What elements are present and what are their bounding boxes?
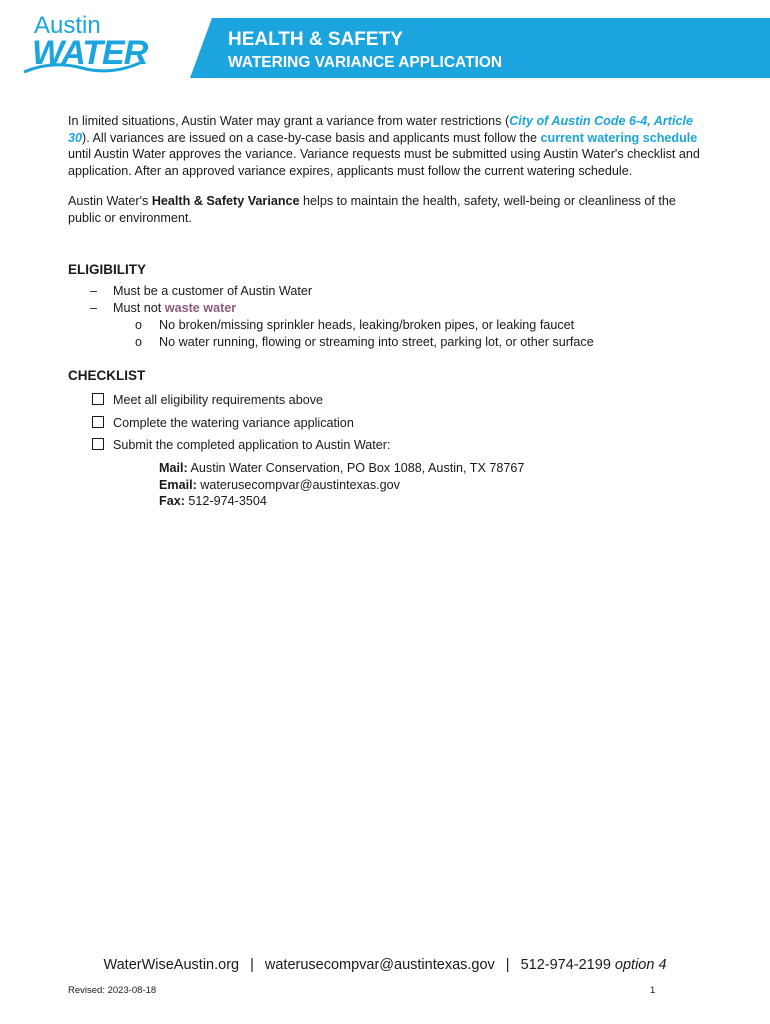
intro2-text-a: Austin Water's: [68, 194, 152, 208]
watering-schedule-link[interactable]: current watering schedule: [540, 130, 698, 145]
email-line: [159, 477, 524, 494]
checkbox[interactable]: [92, 438, 104, 450]
email-address[interactable]: waterusecompvar@austintexas.gov: [200, 477, 400, 492]
revised-date: Revised: 2023-08-18: [68, 985, 157, 996]
mail-line: [159, 460, 524, 477]
waste-water-link[interactable]: waste water: [164, 301, 237, 315]
checklist-heading: CHECKLIST: [68, 368, 146, 383]
logo-water-text: WATER: [32, 34, 148, 72]
intro-text-b: ). All variances are issued on a case-by-case basis and applicants must follow the: [82, 130, 541, 145]
page-subtitle: WATERING VARIANCE APPLICATION: [228, 54, 503, 71]
intro2-text-b: helps to maintain the health, safety, well-being or cleanliness of the public or environment.: [68, 194, 676, 225]
list-item: o No broken/missing sprinkler heads, leaking/broken pipes, or leaking faucet: [135, 318, 575, 332]
footer-site-link[interactable]: WaterWiseAustin.org: [103, 957, 240, 973]
checklist-item: [92, 392, 390, 415]
logo-wave-icon: [22, 12, 167, 80]
mail-address: Austin Water Conservation, PO Box 1088, Austin, TX 78767: [190, 461, 525, 475]
email-label: Email:: [159, 477, 197, 492]
list-item: – Must not waste water o No broken/missing sprinkler heads, leaking/broken pipes, or leaking faucet o No water running, flowing or streaming into street, parking lot, or other surface: [90, 301, 594, 349]
page-title: HEALTH & SAFETY: [228, 29, 403, 50]
eligibility-heading: ELIGIBILITY: [68, 262, 147, 277]
list-item: – Must be a customer of Austin Water: [90, 284, 313, 298]
sub-item-1: No broken/missing sprinkler heads, leaking/broken pipes, or leaking faucet: [159, 318, 575, 332]
checklist-item-label: Meet all eligibility requirements above: [113, 393, 323, 407]
checkbox[interactable]: [92, 393, 104, 405]
footer-separator: |: [250, 957, 254, 973]
mail-label: Mail:: [159, 461, 188, 475]
list-item: o No water running, flowing or streaming into street, parking lot, or other surface: [135, 335, 594, 349]
variance-name: Health & Safety Variance: [151, 194, 300, 208]
checklist-item-label: Complete the watering variance application: [113, 415, 354, 430]
contact-block: [159, 460, 524, 510]
eligibility-list: [90, 283, 594, 351]
checklist: [92, 392, 390, 460]
intro-paragraph-1: [68, 113, 708, 179]
eligibility-item-2: Must not: [113, 301, 165, 315]
intro-text-c: until Austin Water approves the variance. Variance requests must be submitted using Austin Water's checklist and application. After an approved variance expires, applicants must follow the current watering schedule.: [68, 147, 700, 178]
footer-phone: 512-974-2199: [520, 957, 611, 973]
footer-separator: |: [505, 957, 510, 973]
logo-austin-text: Austin: [34, 12, 101, 39]
checklist-item: [92, 437, 390, 460]
sub-item-2: No water running, flowing or streaming into street, parking lot, or other surface: [159, 335, 594, 349]
intro-paragraph-2: [68, 193, 708, 226]
checkbox[interactable]: [92, 416, 104, 428]
page-number: 1: [650, 985, 656, 996]
checklist-item: [92, 415, 390, 438]
intro-section: [68, 113, 708, 240]
city-code-link[interactable]: City of Austin Code 6-4, Article 30: [68, 114, 693, 145]
eligibility-sublist: [113, 317, 594, 351]
intro-text-a: In limited situations, Austin Water may grant a variance from water restrictions (: [68, 114, 510, 128]
fax-number: 512-974-3504: [188, 494, 267, 508]
fax-label: Fax:: [159, 494, 185, 508]
eligibility-item-1: Must be a customer of Austin Water: [113, 284, 313, 298]
footer: [0, 957, 770, 973]
footer-phone-option: option 4: [614, 957, 667, 973]
footer-email-link[interactable]: waterusecompvar@austintexas.gov: [264, 957, 495, 973]
checklist-item-label: Submit the completed application to Austin Water:: [113, 438, 391, 452]
fax-line: [159, 493, 524, 510]
austin-water-logo: [22, 12, 167, 80]
